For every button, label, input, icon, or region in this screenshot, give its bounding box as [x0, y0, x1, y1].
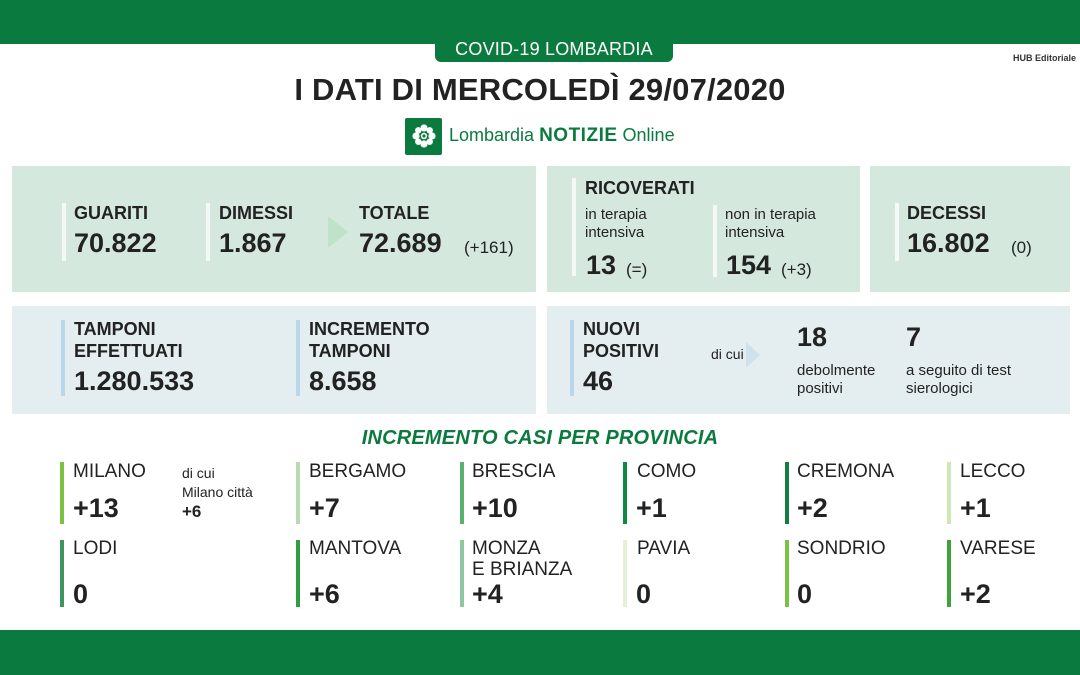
incremento-value: 8.658 — [309, 366, 377, 396]
dimessi-value: 1.867 — [219, 228, 287, 258]
sondrio-value: 0 — [797, 579, 813, 609]
ricoverati-label: RICOVERATI — [585, 178, 695, 198]
tamponi-value: 1.280.533 — [74, 366, 195, 396]
positivi-value: 46 — [583, 366, 614, 396]
milano-bar — [60, 462, 64, 524]
monza-value: +4 — [472, 579, 503, 609]
varese-name: VARESE — [960, 538, 1036, 559]
mantova-bar — [296, 540, 300, 607]
tamponi-label-1: TAMPONI — [74, 319, 156, 339]
brescia-value: +10 — [472, 493, 518, 523]
brand-name — [449, 125, 675, 147]
non-terapia-label-2: intensiva — [725, 224, 785, 241]
milano-value: +13 — [73, 493, 119, 523]
non-terapia-delta: (+3) — [781, 260, 812, 279]
tamponi-bar — [61, 320, 65, 396]
pavia-name: PAVIA — [637, 538, 691, 559]
guariti-label: GUARITI — [74, 203, 148, 223]
como-value: +1 — [636, 493, 667, 523]
decessi-bar — [895, 203, 899, 261]
totale-label: TOTALE — [359, 203, 430, 223]
bergamo-name: BERGAMO — [309, 461, 407, 482]
guariti-bar — [62, 203, 66, 261]
dimessi-label: DIMESSI — [219, 203, 294, 223]
terapia-intensiva-delta: (=) — [626, 260, 648, 279]
lecco-bar — [947, 462, 951, 524]
terapia-intensiva-value: 13 — [586, 250, 617, 280]
milano-citta-label-2: Milano città — [182, 484, 253, 500]
cremona-bar — [785, 462, 789, 524]
header-badge: COVID-19 LOMBARDIA — [435, 38, 673, 62]
arrow-right-icon — [744, 340, 762, 370]
decessi-value: 16.802 — [907, 228, 990, 258]
lombardia-rose-icon — [405, 118, 442, 155]
non-terapia-label-1: non in terapia — [725, 206, 816, 223]
lecco-value: +1 — [960, 493, 991, 523]
brand-logo — [405, 117, 675, 155]
lodi-value: 0 — [73, 579, 89, 609]
page-title: I DATI DI MERCOLEDÌ 29/07/2020 — [294, 72, 786, 107]
incremento-label-1: INCREMENTO — [309, 319, 430, 339]
decessi-delta: (0) — [1011, 238, 1032, 257]
milano-citta-label-1: di cui — [182, 465, 215, 481]
pavia-value: 0 — [636, 579, 652, 609]
incremento-bar — [296, 320, 300, 396]
guariti-value: 70.822 — [74, 228, 157, 258]
decessi-label: DECESSI — [907, 203, 987, 223]
sierologici-label-2: sierologici — [906, 380, 973, 397]
bottom-bar — [0, 630, 1080, 675]
positivi-label-2: POSITIVI — [583, 341, 660, 361]
brand-word: Lombardia — [449, 125, 535, 145]
deboli-value: 18 — [797, 322, 828, 352]
di-cui-label: di cui — [711, 346, 744, 362]
brand-bold-word: NOTIZIE — [539, 125, 618, 146]
deboli-label-2: positivi — [797, 380, 843, 397]
varese-value: +2 — [960, 579, 991, 609]
mantova-name: MANTOVA — [309, 538, 402, 559]
brescia-bar — [460, 462, 464, 524]
arrow-right-icon — [326, 214, 350, 250]
positivi-bar — [570, 320, 574, 396]
tamponi-label-2: EFFETTUATI — [74, 341, 183, 361]
terapia-intensiva-label-2: intensiva — [585, 224, 645, 241]
sondrio-name: SONDRIO — [797, 538, 886, 559]
lodi-name: LODI — [73, 538, 118, 559]
cremona-value: +2 — [797, 493, 828, 523]
sondrio-bar — [785, 540, 789, 607]
lecco-name: LECCO — [960, 461, 1026, 482]
bergamo-bar — [296, 462, 300, 524]
cremona-name: CREMONA — [797, 461, 895, 482]
sierologici-value: 7 — [906, 322, 922, 352]
como-name: COMO — [637, 461, 697, 482]
totale-delta: (+161) — [464, 238, 514, 257]
como-bar — [623, 462, 627, 524]
positivi-label-1: NUOVI — [583, 319, 641, 339]
hub-label: HUB Editoriale — [1012, 53, 1076, 63]
totale-value: 72.689 — [359, 228, 442, 258]
mantova-value: +6 — [309, 579, 340, 609]
monza-name-2: E BRIANZA — [472, 559, 573, 580]
milano-name: MILANO — [73, 461, 146, 482]
brand-suffix: Online — [622, 125, 675, 145]
sierologici-label-1: a seguito di test — [906, 362, 1012, 379]
varese-bar — [947, 540, 951, 607]
milano-citta-value: +6 — [182, 502, 202, 521]
pavia-bar — [623, 540, 627, 607]
brescia-name: BRESCIA — [472, 461, 556, 482]
incremento-label-2: TAMPONI — [309, 341, 391, 361]
monza-name: MONZA — [472, 538, 541, 559]
ricoverati-bar — [572, 178, 576, 276]
lodi-bar — [60, 540, 64, 607]
province-title: INCREMENTO CASI PER PROVINCIA — [361, 427, 719, 449]
monza-bar — [460, 540, 464, 607]
bergamo-value: +7 — [309, 493, 340, 523]
non-terapia-bar — [713, 205, 717, 277]
dimessi-bar — [206, 203, 210, 261]
non-terapia-value: 154 — [726, 250, 772, 280]
terapia-intensiva-label-1: in terapia — [585, 206, 647, 223]
deboli-label-1: debolmente — [797, 362, 876, 379]
